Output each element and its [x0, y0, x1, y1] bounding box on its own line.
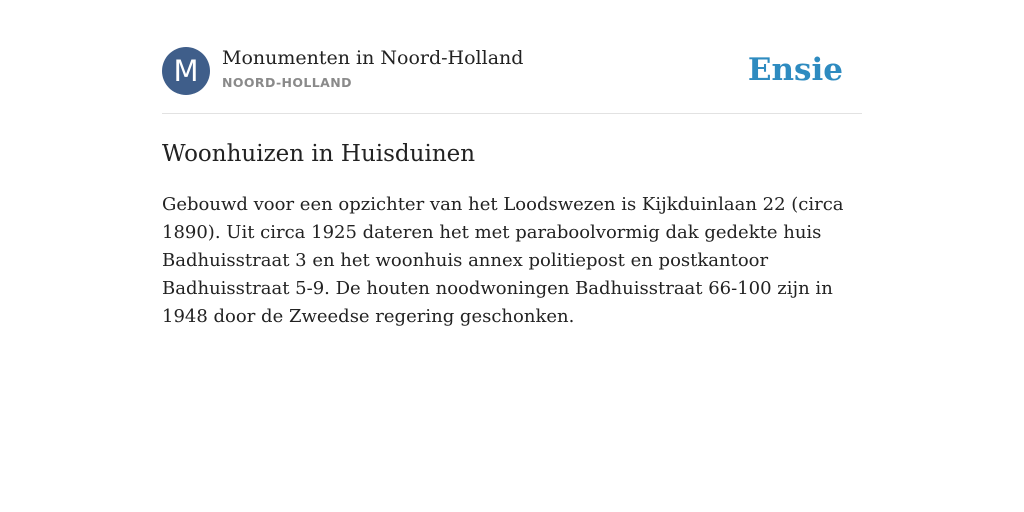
source-title[interactable]: Monumenten in Noord-Holland	[222, 47, 524, 69]
brand-logo[interactable]: Ensie	[747, 52, 843, 88]
source-subtitle: NOORD-HOLLAND	[222, 75, 352, 90]
card-header	[162, 46, 862, 114]
avatar[interactable]: M	[162, 47, 210, 95]
article-body: Gebouwd voor een opzichter van het Loodswezen is Kijkduinlaan 22 (circa 1890). Uit circa 1925 dateren het met paraboolvormig dak gedekte huis Badhuisstraat 3 en het woonhuis annex politiepost en postkantoor Badhuisstraat 5-9. De houten noodwoningen Badhuisstraat 66-100 zijn in 1948 door de Zweedse regering geschonken.	[162, 194, 844, 327]
article-card	[162, 46, 862, 331]
article-title: Woonhuizen in Huisduinen	[162, 141, 476, 167]
